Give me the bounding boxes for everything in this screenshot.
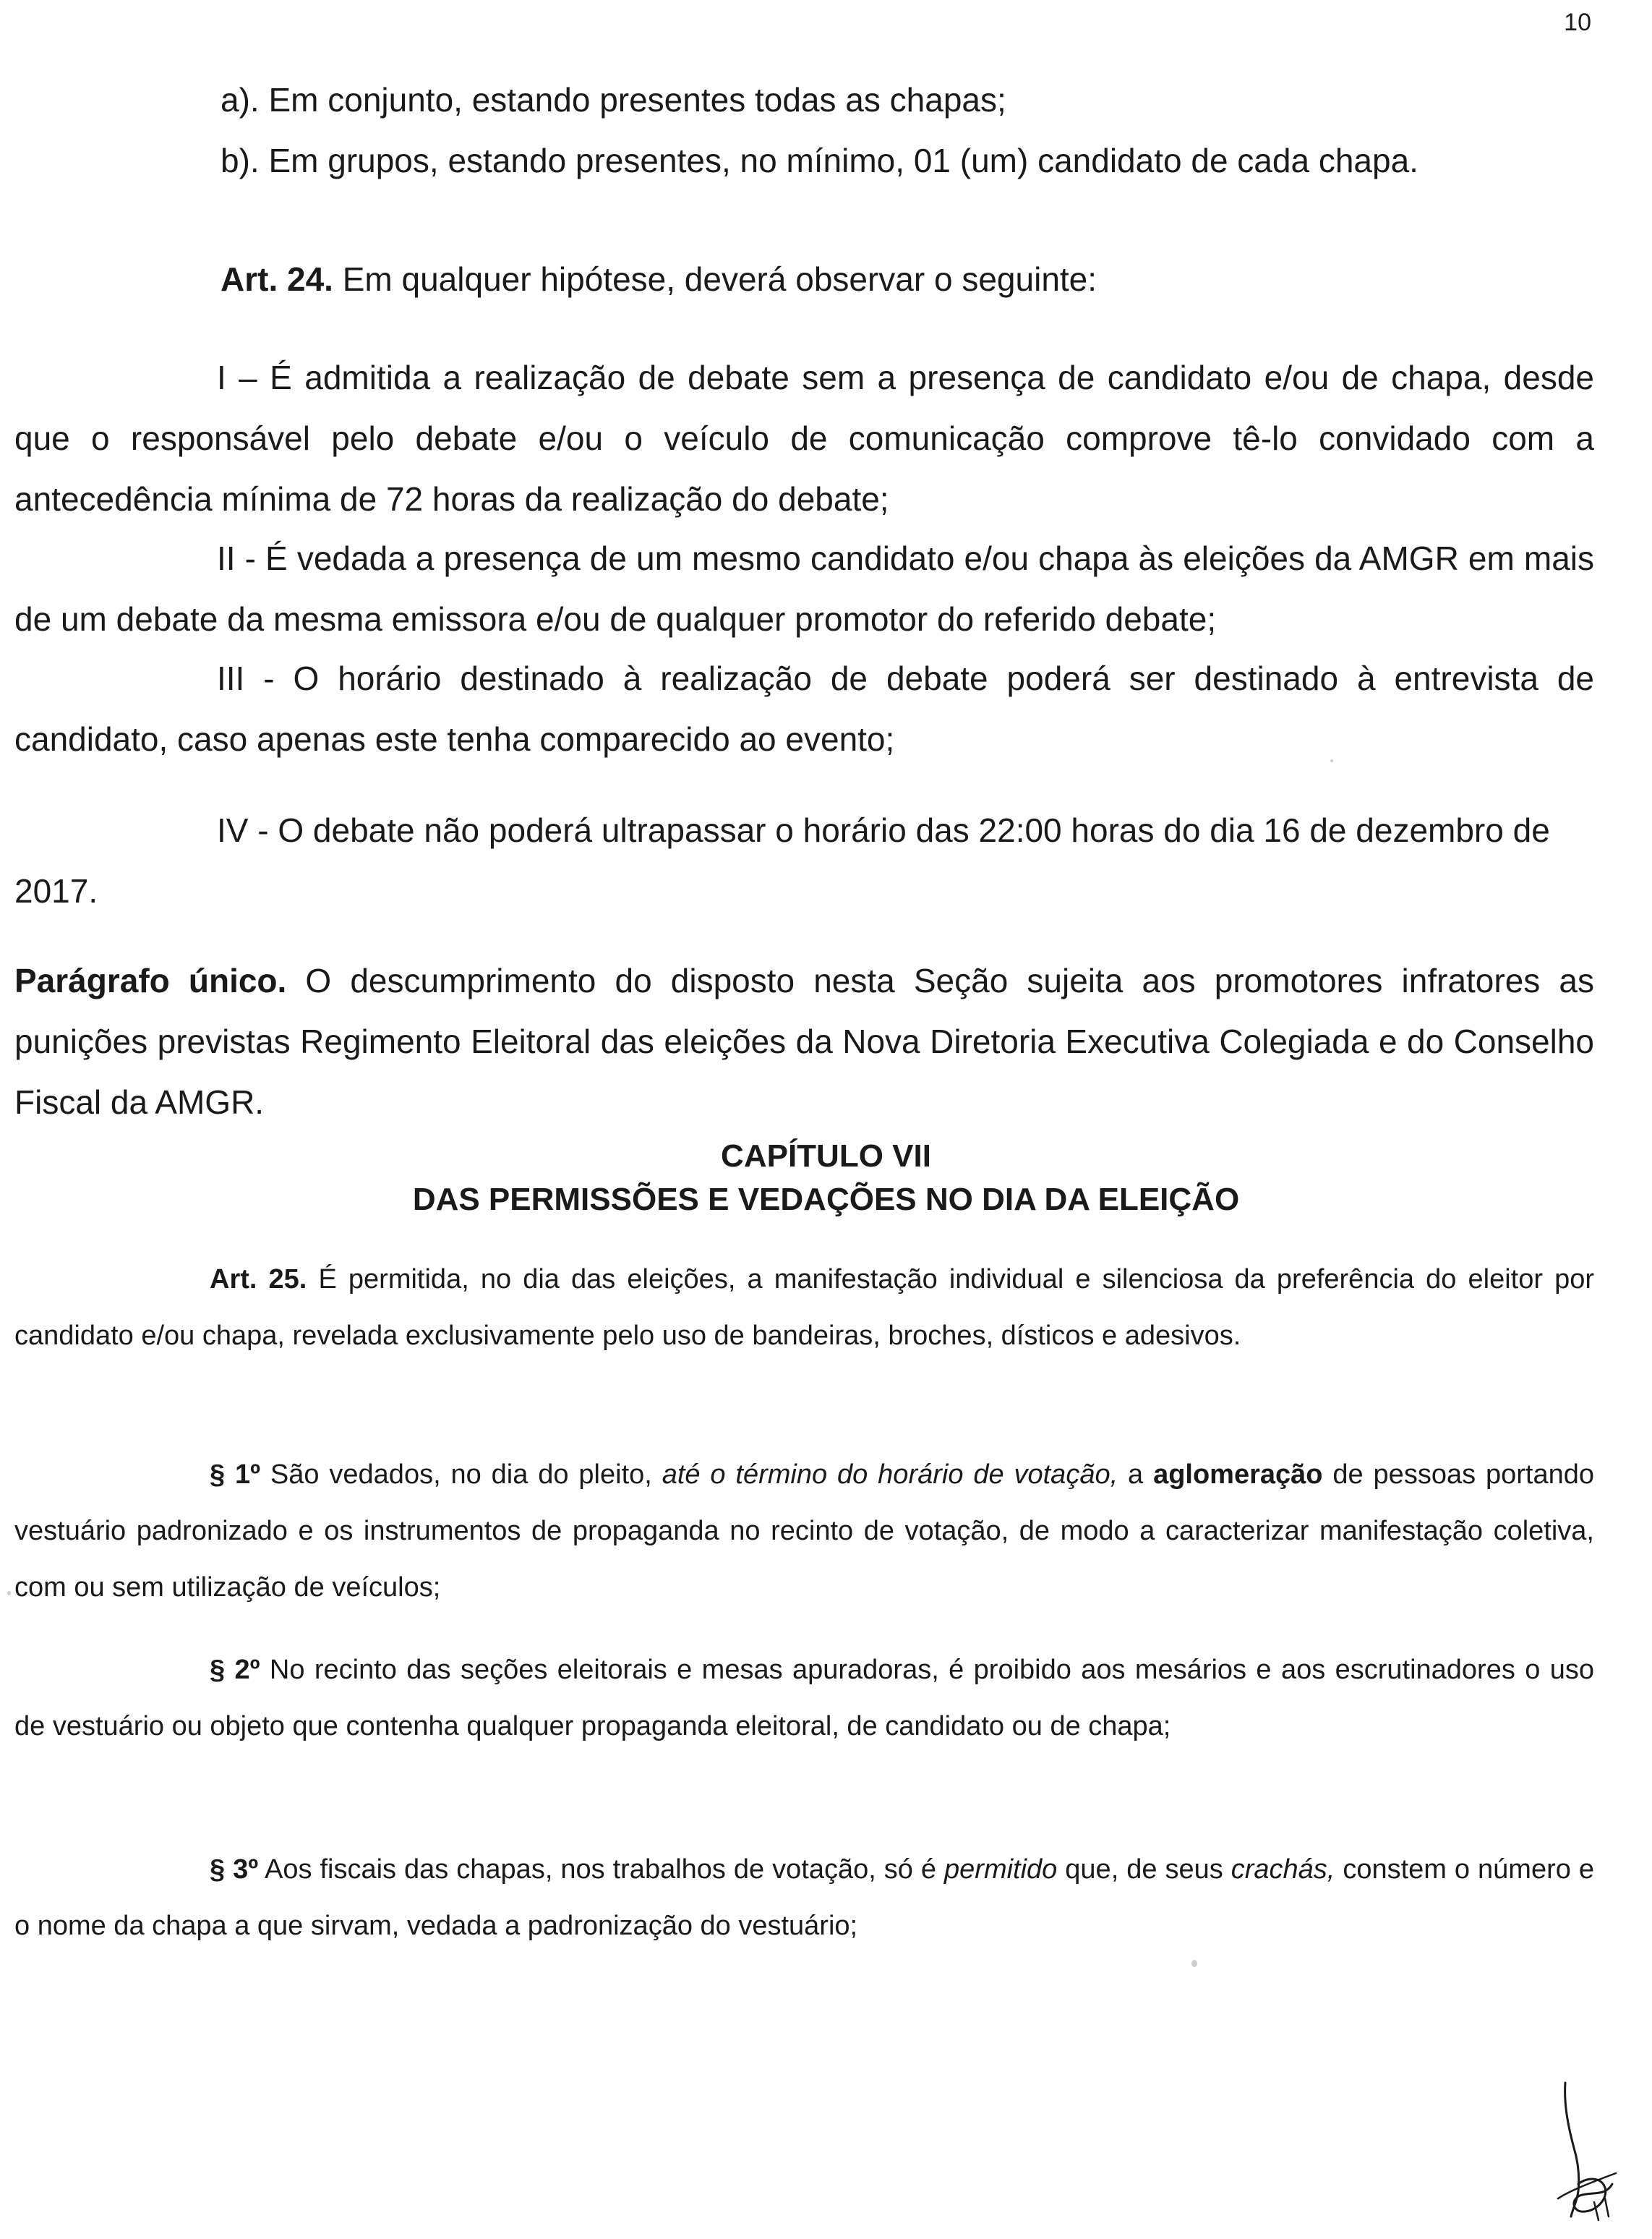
art24-heading <box>14 249 1594 310</box>
scan-speck <box>1330 759 1333 762</box>
scan-speck <box>1191 1960 1197 1967</box>
art24-item-ii: II - É vedada a presença de um mesmo candidato e/ou chapa às eleições da AMGR em mais de um debate da mesma emissora e/ou de qualquer promotor do referido debate; <box>14 540 1594 638</box>
art24-item-iii: III - O horário destinado à realização de debate poderá ser destinado à entrevista de candidato, caso apenas este tenha comparecido ao evento; <box>14 660 1594 758</box>
p1-text-a: São vedados, no dia do pleito, <box>260 1459 662 1490</box>
art24-label: Art. 24. <box>221 260 333 298</box>
p1-text-italic: até o término do horário de votação, <box>662 1459 1118 1490</box>
chapter-title: DAS PERMISSÕES E VEDAÇÕES NO DIA DA ELEIÇÃO <box>412 1182 1240 1217</box>
p3-text-italic-1: permitido <box>944 1854 1058 1885</box>
paragrafo-unico-label: Parágrafo único. <box>14 962 287 999</box>
paragrafo-unico <box>14 950 1594 1133</box>
p3-text-c: constem o número e o nome da chapa a que sirvam, vedada a padronização do vestuário; <box>14 1854 1594 1941</box>
art25-paragraph-3 <box>14 1841 1594 1954</box>
p1-text-bold: aglomeração <box>1153 1459 1323 1490</box>
art24-text: Em qualquer hipótese, deverá observar o seguinte: <box>333 260 1097 298</box>
p1-text-b: a <box>1118 1459 1154 1490</box>
items-ab <box>14 69 1594 191</box>
p1-label: § 1º <box>210 1459 261 1490</box>
p1-text-c: de pessoas portando vestuário padronizado e os instrumentos de propaganda no recinto de votação, de modo a caracterizar manifestação coletiva, com ou sem utilização de veículos; <box>14 1459 1594 1603</box>
chapter-number: CAPÍTULO VII <box>721 1138 931 1174</box>
art25-text: É permitida, no dia das eleições, a manifestação individual e silenciosa da preferência do eleitor por candidato e/ou chapa, revelada exclusivamente pelo uso de bandeiras, broches, dísticos e adesivos. <box>14 1264 1595 1351</box>
p2-text: No recinto das seções eleitorais e mesas apuradoras, é proibido aos mesários e aos escrutinadores o uso de vestuário ou objeto que contenha qualquer propaganda eleitoral, de candidato ou de chapa; <box>14 1655 1594 1741</box>
p2-label: § 2º <box>210 1655 260 1685</box>
signature-initials <box>1536 2076 1630 2235</box>
scan-speck <box>7 1591 11 1595</box>
art25-label: Art. 25. <box>210 1264 307 1295</box>
art25-paragraph-2 <box>14 1642 1594 1754</box>
p3-text-italic-2: crachás, <box>1231 1854 1335 1885</box>
art24-item-i: I – É admitida a realização de debate sem a presença de candidato e/ou de chapa, desde que o responsável pelo debate e/ou o veículo de comunicação comprove tê-lo convidado com a antecedência mínima de 72 horas da realização do debate; <box>14 359 1594 518</box>
page-number: 10 <box>1564 9 1591 36</box>
p3-text-b: que, de seus <box>1057 1854 1231 1885</box>
art25-paragraph-1 <box>14 1446 1594 1616</box>
paragrafo-unico-text: O descumprimento do disposto nesta Seção sujeita aos promotores infratores as punições previstas Regimento Eleitoral das eleições da Nova Diretoria Executiva Colegiada e do Conselho Fiscal da AMGR. <box>14 962 1594 1121</box>
item-b: b). Em grupos, estando presentes, no mínimo, 01 (um) candidato de cada chapa. <box>221 142 1418 179</box>
art24-item-iv: IV - O debate não poderá ultrapassar o horário das 22:00 horas do dia 16 de dezembro de 2017. <box>14 811 1550 910</box>
item-a: a). Em conjunto, estando presentes todas as chapas; <box>221 81 1006 119</box>
p3-label: § 3º <box>210 1854 259 1885</box>
art25 <box>14 1251 1594 1364</box>
p3-text-a: Aos fiscais das chapas, nos trabalhos de votação, só é <box>258 1854 945 1885</box>
